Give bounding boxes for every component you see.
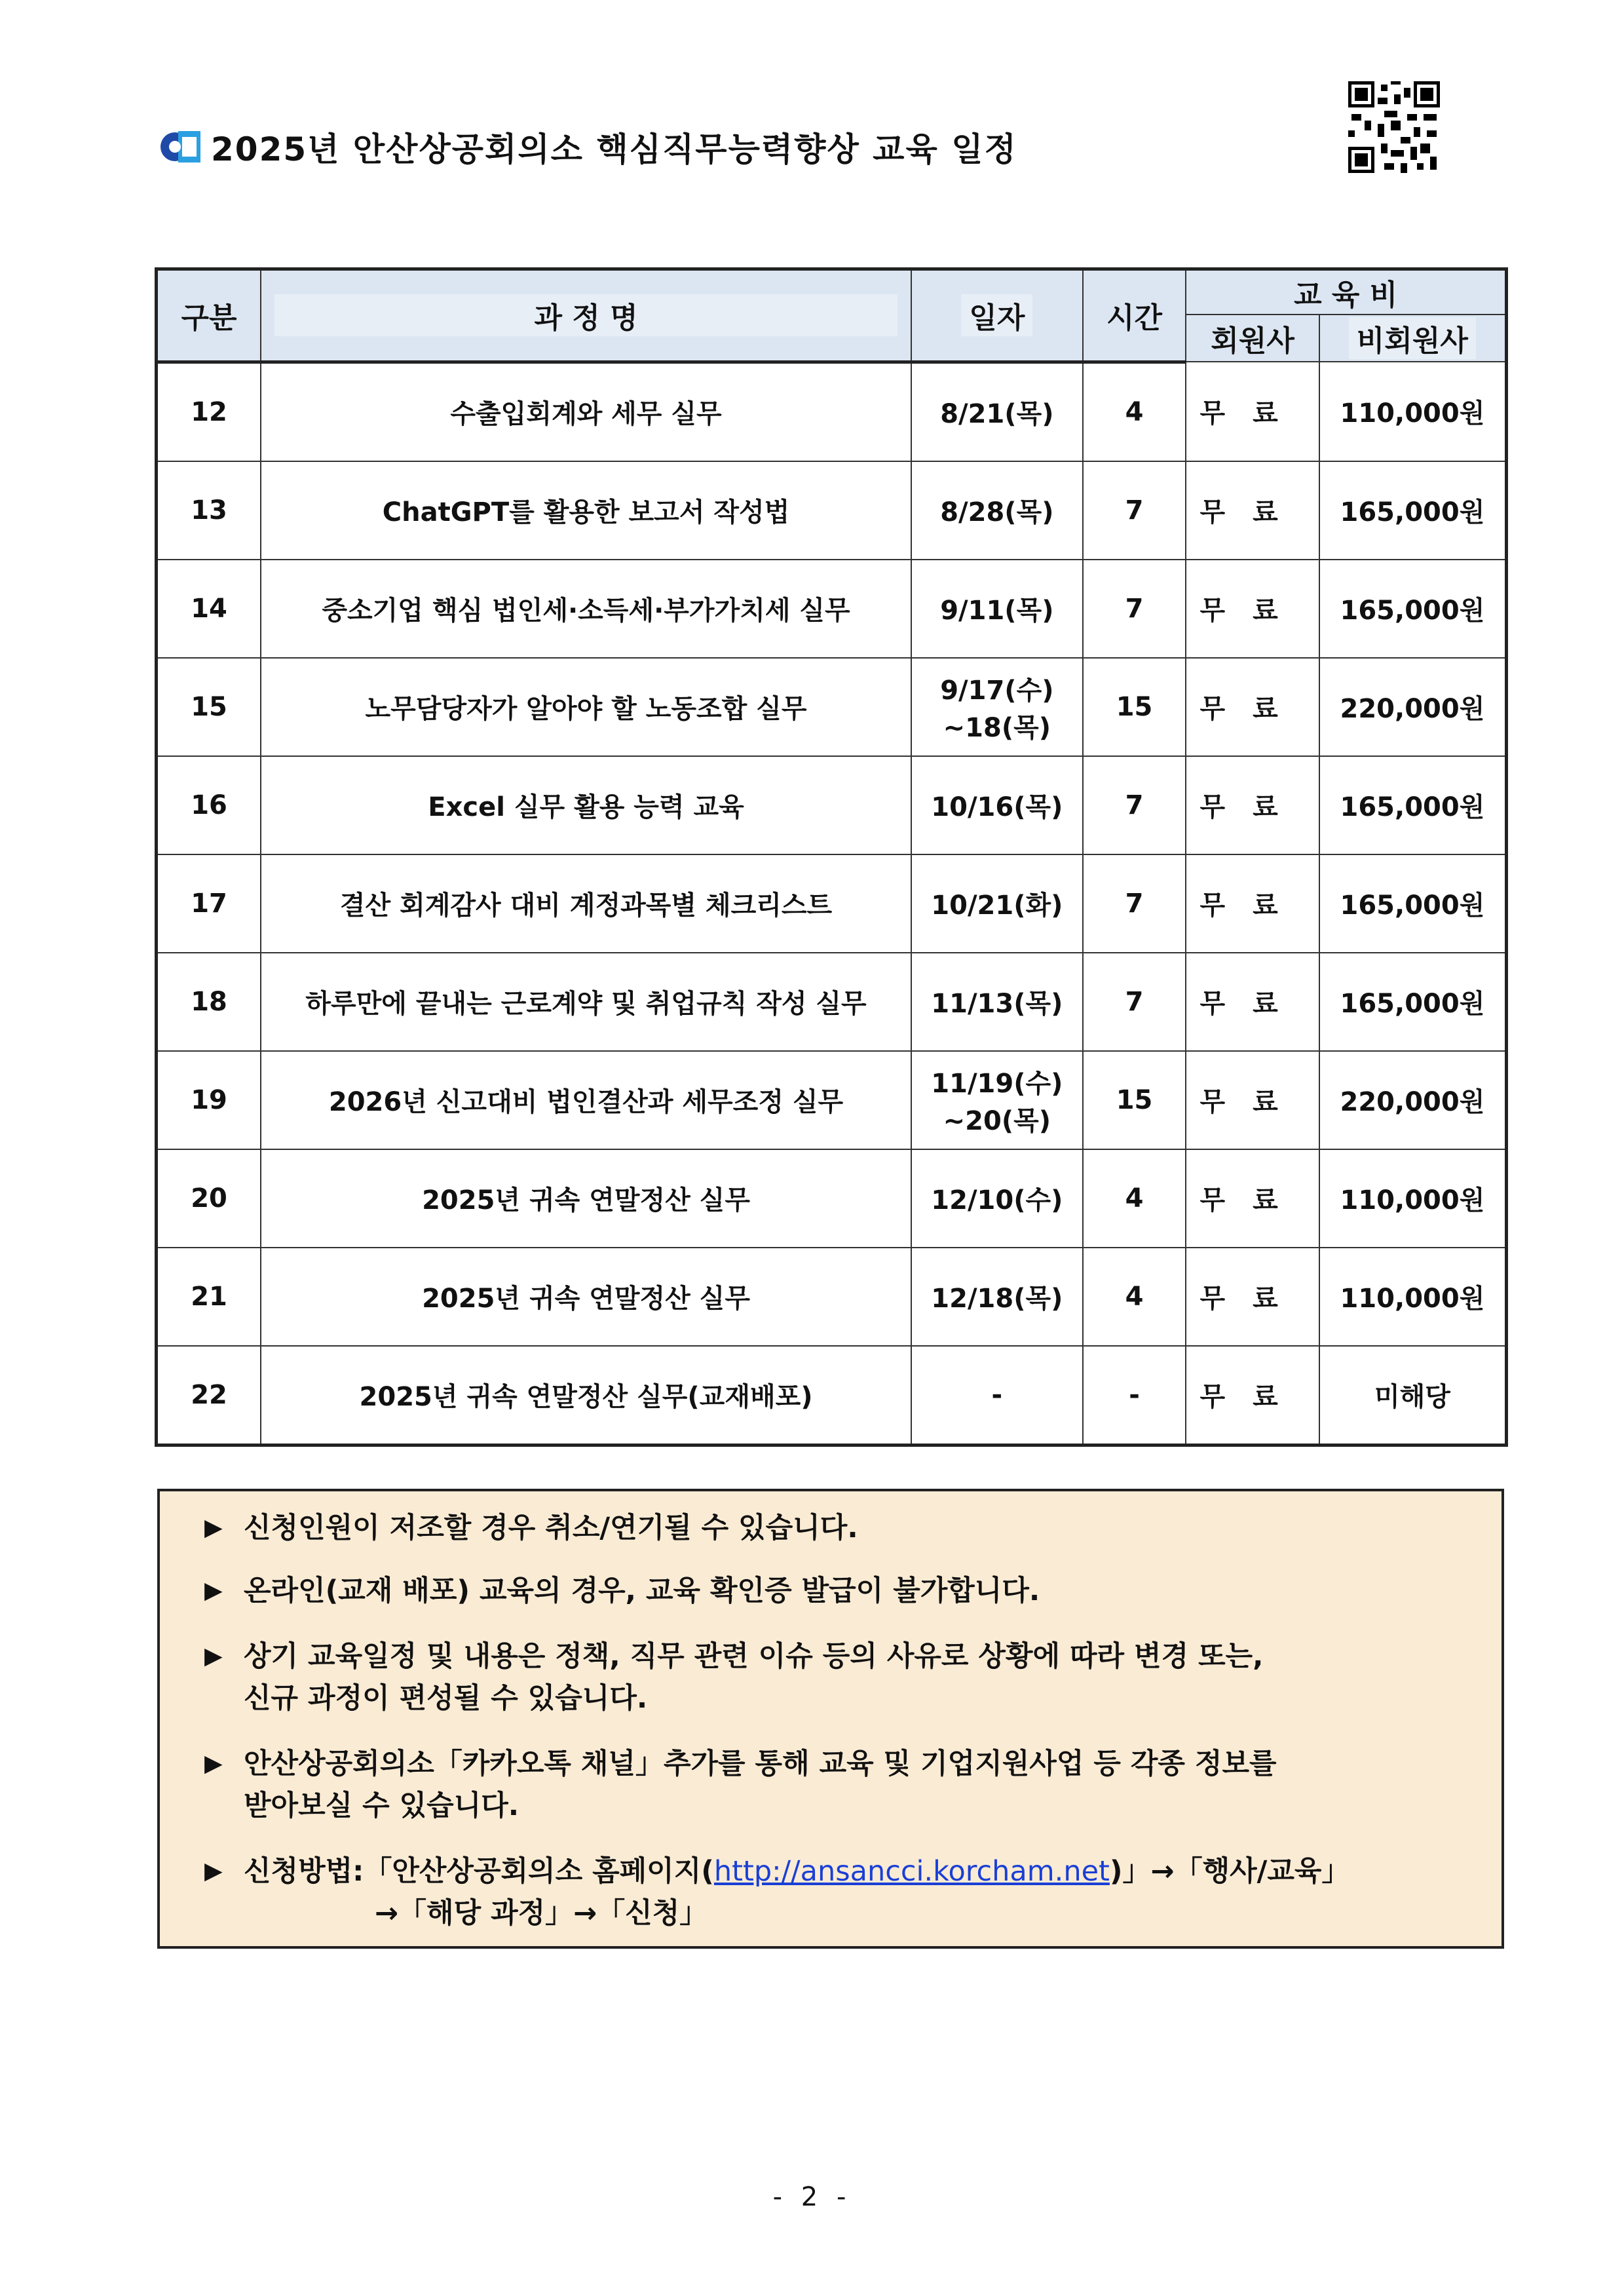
course-date [911, 658, 1083, 756]
member-fee: 무료 [1186, 1248, 1319, 1346]
date-line: 11/19(수) [931, 1068, 1063, 1099]
course-hours: 7 [1083, 461, 1186, 560]
row-number: 22 [157, 1346, 261, 1445]
course-date [911, 953, 1083, 1051]
course-date [911, 756, 1083, 854]
date-line: 12/18(목) [931, 1284, 1063, 1314]
course-hours: 7 [1083, 854, 1186, 953]
course-name: 2025년 귀속 연말정산 실무(교재배포) [261, 1346, 911, 1445]
notice-text-continued: 받아보실 수 있습니다. [244, 1789, 519, 1822]
row-number: 19 [157, 1051, 261, 1149]
course-hours: 7 [1083, 756, 1186, 854]
date-line: 9/11(목) [940, 596, 1054, 626]
table-row [157, 756, 1507, 854]
date-line: 12/10(수) [931, 1185, 1063, 1215]
table-row [157, 362, 1507, 461]
course-date [911, 1051, 1083, 1149]
date-line: 10/21(화) [931, 890, 1063, 921]
date-line: 11/13(목) [931, 989, 1063, 1019]
non-member-fee: 165,000원 [1319, 854, 1507, 953]
row-number: 16 [157, 756, 261, 854]
date-line: 8/28(목) [940, 497, 1054, 527]
non-member-fee: 165,000원 [1319, 756, 1507, 854]
row-number: 20 [157, 1149, 261, 1248]
triangle-bullet-icon: ▶ [204, 1514, 223, 1541]
course-hours: 7 [1083, 560, 1186, 658]
header-member-fee: 회원사 [1186, 315, 1319, 362]
row-number: 21 [157, 1248, 261, 1346]
course-date [911, 1346, 1083, 1445]
non-member-fee: 110,000원 [1319, 1248, 1507, 1346]
header-non-member-label: 비회원사 [1349, 317, 1476, 359]
course-date [911, 362, 1083, 461]
notice-text-continued: 신규 과정이 편성될 수 있습니다. [244, 1682, 648, 1715]
row-number: 18 [157, 953, 261, 1051]
page-number: - 2 - [772, 2182, 852, 2212]
course-name: 결산 회계감사 대비 계정과목별 체크리스트 [261, 854, 911, 953]
row-number: 12 [157, 362, 261, 461]
member-fee: 무료 [1186, 1149, 1319, 1248]
triangle-bullet-icon: ▶ [204, 1577, 223, 1604]
header-hours: 시간 [1083, 269, 1186, 362]
course-name: 2025년 귀속 연말정산 실무 [261, 1248, 911, 1346]
date-line: 9/17(수) [940, 675, 1054, 706]
triangle-bullet-icon: ▶ [204, 1643, 223, 1670]
row-number: 15 [157, 658, 261, 756]
header-date-label: 일자 [961, 294, 1032, 336]
course-hours: 4 [1083, 1149, 1186, 1248]
member-fee: 무료 [1186, 854, 1319, 953]
non-member-fee: 110,000원 [1319, 362, 1507, 461]
table-row [157, 1051, 1507, 1149]
non-member-fee: 165,000원 [1319, 461, 1507, 560]
date-line-2: ~20(목) [943, 1105, 1051, 1136]
course-name: ChatGPT를 활용한 보고서 작성법 [261, 461, 911, 560]
table-row [157, 461, 1507, 560]
course-date [911, 1248, 1083, 1346]
date-line: - [991, 1379, 1003, 1410]
row-number: 13 [157, 461, 261, 560]
apply-method-suffix: )」→「행사/교육」 [1109, 1855, 1350, 1888]
notice-item-apply-method [204, 1850, 1475, 1934]
notice-item [204, 1743, 1475, 1827]
course-name: 중소기업 핵심 법인세·소득세·부가가치세 실무 [261, 560, 911, 658]
member-fee: 무료 [1186, 953, 1319, 1051]
header-category: 구분 [157, 269, 261, 362]
table-row [157, 658, 1507, 756]
course-hours: 7 [1083, 953, 1186, 1051]
notice-item [204, 1507, 1475, 1549]
triangle-bullet-icon: ▶ [204, 1858, 223, 1885]
header-non-member-fee [1319, 315, 1507, 362]
notice-text: 상기 교육일정 및 내용은 정책, 직무 관련 이슈 등의 사유로 상황에 따라 변경 또는, [244, 1640, 1264, 1673]
course-name: Excel 실무 활용 능력 교육 [261, 756, 911, 854]
member-fee: 무료 [1186, 1051, 1319, 1149]
header-course-label: 과 정 명 [274, 294, 897, 336]
apply-method-steps: →「해당 과정」→「신청」 [375, 1897, 708, 1930]
page-title: 2025년 안산상공회의소 핵심직무능력향상 교육 일정 [211, 130, 1017, 168]
notice-text: 신청인원이 저조할 경우 취소/연기될 수 있습니다. [244, 1512, 858, 1544]
schedule-rows [157, 362, 1507, 1445]
course-name: 하루만에 끝내는 근로계약 및 취업규칙 작성 실무 [261, 953, 911, 1051]
member-fee: 무료 [1186, 756, 1319, 854]
apply-method-prefix: 신청방법:「안산상공회의소 홈페이지( [244, 1855, 714, 1888]
course-date [911, 461, 1083, 560]
member-fee: 무료 [1186, 658, 1319, 756]
date-line: 10/16(목) [931, 792, 1063, 822]
course-date [911, 560, 1083, 658]
member-fee: 무료 [1186, 1346, 1319, 1445]
date-line-2: ~18(목) [943, 712, 1051, 743]
non-member-fee: 165,000원 [1319, 953, 1507, 1051]
course-name: 2025년 귀속 연말정산 실무 [261, 1149, 911, 1248]
course-name: 수출입회계와 세무 실무 [261, 362, 911, 461]
non-member-fee: 미해당 [1319, 1346, 1507, 1445]
header-date [911, 269, 1083, 362]
table-row [157, 560, 1507, 658]
date-line: 8/21(목) [940, 399, 1054, 429]
table-row [157, 1149, 1507, 1248]
course-hours: 15 [1083, 658, 1186, 756]
notice-text: 온라인(교재 배포) 교육의 경우, 교육 확인증 발급이 불가합니다. [244, 1575, 1040, 1607]
course-date [911, 854, 1083, 953]
course-hours: 15 [1083, 1051, 1186, 1149]
course-hours: 4 [1083, 362, 1186, 461]
notice-box [157, 1489, 1504, 1949]
course-name: 2026년 신고대비 법인결산과 세무조정 실무 [261, 1051, 911, 1149]
course-hours: 4 [1083, 1248, 1186, 1346]
table-row [157, 1248, 1507, 1346]
member-fee: 무료 [1186, 560, 1319, 658]
chamber-logo-icon [159, 129, 202, 164]
document-header [159, 123, 1017, 170]
header-fee-group: 교 육 비 [1186, 269, 1506, 315]
schedule-table [155, 267, 1508, 1447]
row-number: 14 [157, 560, 261, 658]
non-member-fee: 220,000원 [1319, 1051, 1507, 1149]
notice-text: 안산상공회의소「카카오톡 채널」추가를 통해 교육 및 기업지원사업 등 각종 정보를 [244, 1748, 1277, 1780]
notice-item [204, 1636, 1475, 1719]
triangle-bullet-icon: ▶ [204, 1750, 223, 1777]
non-member-fee: 220,000원 [1319, 658, 1507, 756]
member-fee: 무료 [1186, 362, 1319, 461]
header-course [261, 269, 911, 362]
table-row [157, 854, 1507, 953]
table-row [157, 1346, 1507, 1445]
course-hours: - [1083, 1346, 1186, 1445]
row-number: 17 [157, 854, 261, 953]
course-name: 노무담당자가 알아야 할 노동조합 실무 [261, 658, 911, 756]
member-fee: 무료 [1186, 461, 1319, 560]
notice-item [204, 1570, 1475, 1612]
non-member-fee: 165,000원 [1319, 560, 1507, 658]
qr-code-icon[interactable] [1348, 81, 1440, 173]
non-member-fee: 110,000원 [1319, 1149, 1507, 1248]
homepage-link[interactable]: http://ansancci.korcham.net [713, 1855, 1110, 1888]
course-date [911, 1149, 1083, 1248]
table-row [157, 953, 1507, 1051]
